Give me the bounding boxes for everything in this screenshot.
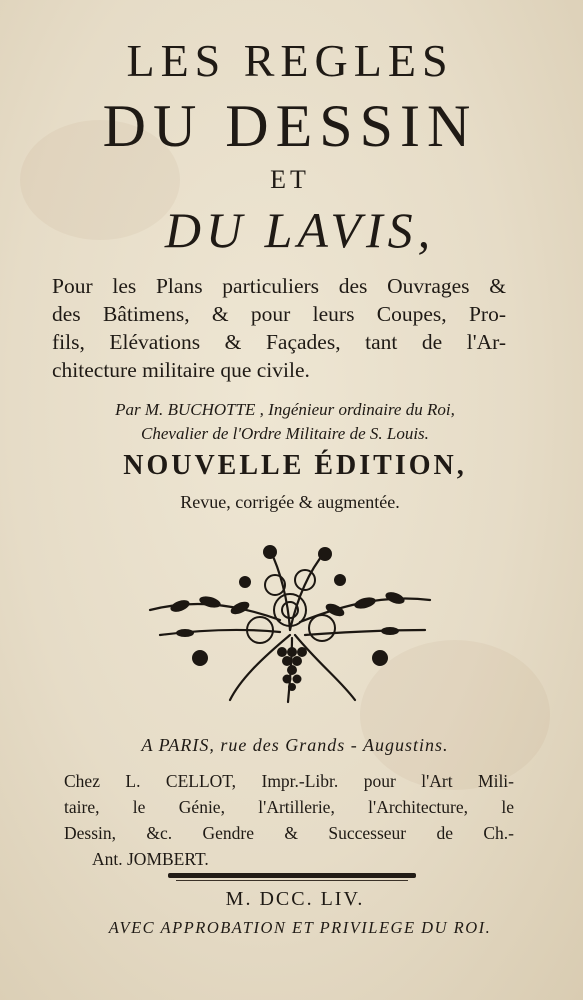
title-line-1: LES REGLES bbox=[126, 35, 454, 86]
imprint-publisher bbox=[64, 768, 514, 872]
subtitle-line: Pour les Plans particuliers des Ouvrages & bbox=[52, 274, 506, 298]
publisher-line: Dessin, &c. Gendre & Successeur de Ch.- bbox=[64, 823, 514, 843]
imprint-privilege: AVEC APPROBATION ET PRIVILEGE DU ROI. bbox=[108, 918, 492, 937]
subtitle-line: des Bâtimens, & pour leurs Coupes, Pro- bbox=[52, 302, 506, 326]
publisher-line: taire, le Génie, l'Artillerie, l'Architecture, le bbox=[64, 797, 514, 817]
subtitle-line: chitecture militaire que civile. bbox=[52, 358, 310, 382]
floral-bouquet-icon bbox=[140, 540, 440, 705]
author-line-1 bbox=[70, 398, 500, 422]
divider-rule bbox=[168, 873, 416, 878]
author-block bbox=[70, 398, 500, 446]
author-name: BUCHOTTE bbox=[167, 400, 256, 419]
subtitle-line: fils, Elévations & Façades, tant de l'Ar- bbox=[52, 330, 506, 354]
edition-revue: Revue, corrigée & augmentée. bbox=[180, 492, 400, 512]
author-prefix: Par M. bbox=[115, 400, 164, 419]
title-line-2: DU DESSIN bbox=[102, 93, 478, 159]
publisher-line: Chez L. CELLOT, Impr.-Libr. pour l'Art Mili- bbox=[64, 771, 514, 791]
edition-label: NOUVELLE ÉDITION, bbox=[123, 450, 467, 481]
imprint-place: A PARIS, rue des Grands - Augustins. bbox=[141, 735, 449, 755]
subtitle bbox=[52, 272, 506, 384]
author-line-2: Chevalier de l'Ordre Militaire de S. Louis. bbox=[141, 424, 429, 443]
publisher-line: Ant. JOMBERT. bbox=[92, 849, 209, 869]
author-title: , Ingénieur ordinaire du Roi, bbox=[259, 400, 455, 419]
title-line-4: DU LAVIS, bbox=[164, 202, 436, 258]
imprint-date: M. DCC. LIV. bbox=[225, 888, 365, 910]
divider-rule-thin bbox=[176, 880, 408, 881]
title-line-3: ET bbox=[270, 165, 310, 194]
